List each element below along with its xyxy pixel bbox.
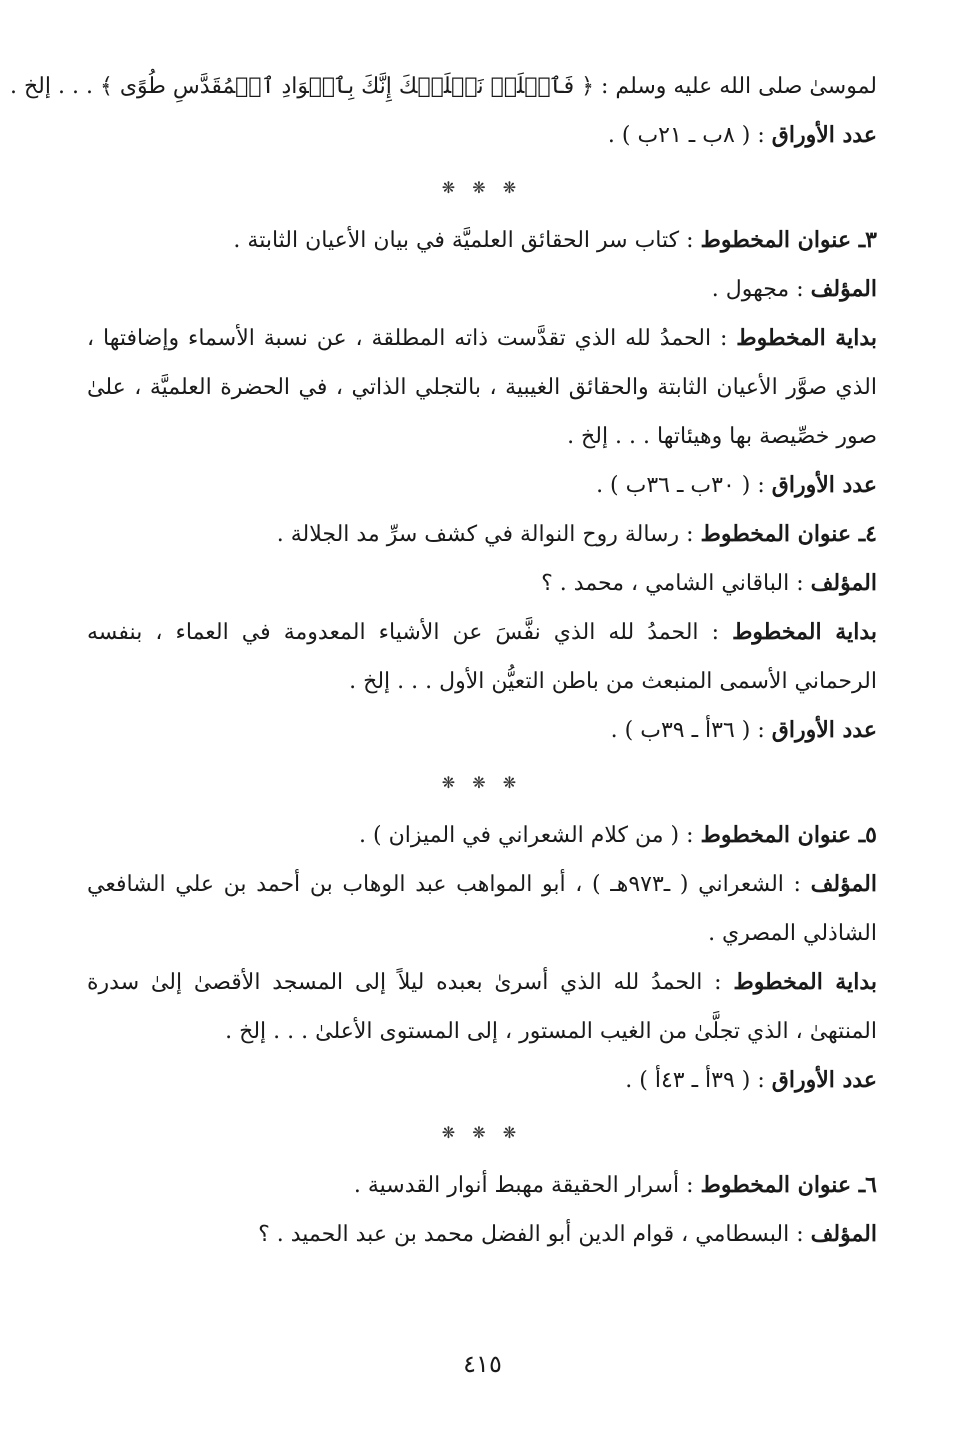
title-label: ٤ـ عنوان المخطوط [700,521,877,547]
folios-label: عدد الأوراق [771,717,877,743]
author-label: المؤلف [810,871,877,897]
entry-author [87,860,877,958]
author-label: المؤلف [810,1221,877,1247]
start-label: بداية المخطوط [733,969,877,995]
entry-title [87,216,877,265]
entry-title [87,811,877,860]
folios-label: عدد الأوراق [771,472,877,498]
title-value: : ( من كلام الشعراني في الميزان ) . [359,823,694,848]
entry-folios [87,706,877,755]
author-label: المؤلف [810,276,877,302]
manuscript-entry-5 [87,811,877,1105]
folios-value: : ( ٣٦أ ـ ٣٩ب ) . [610,718,765,743]
author-label: المؤلف [810,570,877,596]
entry-folios [87,461,877,510]
title-value: : أسرار الحقيقة مهبط أنوار القدسية . [353,1173,694,1198]
intro-folios [87,111,877,160]
entry-start [87,608,877,706]
author-value: : مجهول . [711,277,804,302]
section-separator: ❋ ❋ ❋ [441,178,523,197]
entry-folios [87,1056,877,1105]
start-value: : الحمدُ لله الذي أسرىٰ بعبده ليلاً إلى المسجد الأقصىٰ إلىٰ سدرة المنتهىٰ ، الذي تجلَّىٰ من الغيب المستور ، إلى المستوى الأعلىٰ . . . إلخ . [87,970,877,1044]
page-body [9,62,877,1259]
start-value: : الحمدُ لله الذي نفَّسَ عن الأشياء المعدومة في العماء ، بنفسه الرحماني الأسمى المنبعث من باطن التعيُّن الأول . . . إلخ . [87,620,877,694]
folios-label: عدد الأوراق [771,1067,877,1093]
folios-label: عدد الأوراق [771,122,877,148]
section-separator: ❋ ❋ ❋ [441,773,523,792]
author-value: : البسطامي ، قوام الدين أبو الفضل محمد بن عبد الحميد . ؟ [258,1222,804,1247]
manuscript-entry-3 [87,216,877,510]
folios-value: : ( ٨ب ـ ٢١ب ) . [607,123,765,148]
entry-title [87,510,877,559]
title-label: ٣ـ عنوان المخطوط [700,227,877,253]
title-value: : كتاب سر الحقائق العلميَّة في بيان الأعيان الثابتة . [233,228,694,253]
folios-value: : ( ٣٩أ ـ ٤٣أ ) . [625,1068,765,1093]
folios-value: : ( ٣٠ب ـ ٣٦ب ) . [596,473,765,498]
entry-start [87,314,877,461]
start-label: بداية المخطوط [736,325,877,351]
manuscript-entry-4 [87,510,877,755]
entry-author [87,559,877,608]
start-value: : الحمدُ لله الذي تقدَّست ذاته المطلقة ، عن نسبة الأسماء وإضافتها ، الذي صوَّر الأعيان الثابتة والحقائق الغيبية ، بالتجلي الذاتي ، في الحضرة العلميَّة ، علىٰ صور خصِّيصة بها وهيئاتها . . . إلخ . [87,326,877,449]
author-value: : الشعراني ( ـ٩٧٣هـ ) ، أبو المواهب عبد الوهاب بن أحمد بن علي الشافعي الشاذلي المصري . [87,872,877,946]
entry-title [87,1161,877,1210]
title-label: ٥ـ عنوان المخطوط [700,822,877,848]
intro-line: لموسىٰ صلى الله عليه وسلم : ﴿ فَٱخۡلَعۡ نَعۡلَيۡكَ إِنَّكَ بِٱلۡوَادِ ٱلۡمُقَدَّسِ طُوًى ﴾ . . . إلخ . [9,74,877,99]
entry-start [87,958,877,1056]
entry-author [87,265,877,314]
entry-author [87,1210,877,1259]
page-number: ٤١٥ [463,1350,502,1378]
manuscript-entry-6 [87,1161,877,1259]
start-label: بداية المخطوط [732,619,877,645]
section-separator: ❋ ❋ ❋ [441,1123,523,1142]
author-value: : الباقاني الشامي ، محمد . ؟ [541,571,804,596]
title-value: : رسالة روح النوالة في كشف سرِّ مد الجلالة . [276,522,694,547]
title-label: ٦ـ عنوان المخطوط [700,1172,877,1198]
